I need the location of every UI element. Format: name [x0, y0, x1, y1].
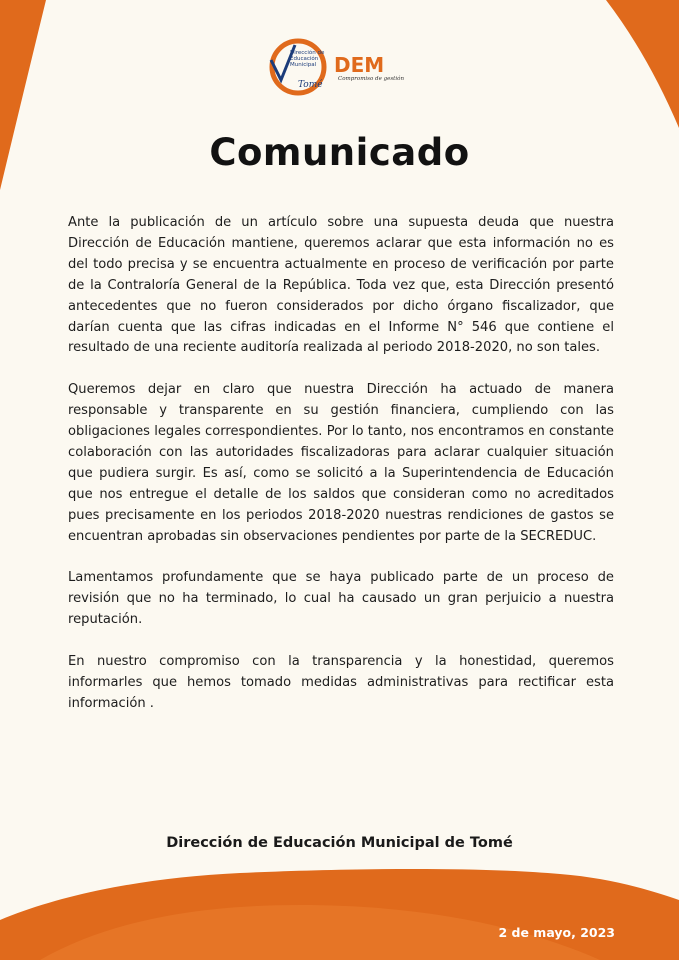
paragraph-2: Queremos dejar en claro que nuestra Dirección ha actuado de manera responsable y transparente en su gestión financiera, cumpliendo con las obligaciones legales correspondientes. Por lo tanto, nos encontramos en constante colaboración con las autoridades fiscalizadoras para aclarar cualquier situación que pudiera surgir. Es así, como se solicitó a la Superintendencia de Educación que nos entregue el detalle de los saldos que consideran como no acreditados pues precisamente en los periodos 2018-2020 nuestras rendiciones de gastos se encuentran aprobadas sin observaciones pendientes por parte de la SECREDUC. [68, 382, 614, 544]
document-body [68, 213, 614, 736]
signature: Dirección de Educación Municipal de Tomé [166, 835, 513, 851]
logo-city: Tomé [298, 80, 323, 90]
logo-acronym: DEM [334, 53, 385, 77]
paragraph-4: En nuestro compromiso con la transparencia y la honestidad, queremos informarles que hemos tomado medidas administrativas para rectificar esta información . [68, 653, 614, 711]
logo-org-line-2: Educación [290, 56, 319, 62]
logo-org-lines [290, 50, 330, 68]
paragraph-3: Lamentamos profundamente que se haya publicado parte de un proceso de revisión que no ha terminado, lo cual ha causado un gran perjuicio a nuestra reputación. [68, 570, 614, 628]
logo-org-line-1: Dirección de [290, 50, 325, 56]
page-title: Comunicado [209, 131, 470, 174]
dem-logo [268, 36, 408, 96]
paragraph-1: Ante la publicación de un artículo sobre una supuesta deuda que nuestra Dirección de Educación mantiene, queremos aclarar que esta información no es del todo precisa y se encuentra actualmente en proceso de verificación por parte de la Contraloría General de la República. Toda vez que, esta Dirección presentó antecedentes que no fueron considerados por dicho órgano fiscalizador, que darían cuenta que las cifras indicadas en el Informe N° 546 que contiene el resultado de una reciente auditoría realizada al periodo 2018-2020, no son tales. [68, 215, 614, 356]
top-right-corner-shape [606, 0, 679, 128]
logo-org-line-3: Municipal [290, 62, 317, 68]
document-date: 2 de mayo, 2023 [498, 925, 615, 940]
logo-tagline: Compromiso de gestión [338, 76, 404, 82]
